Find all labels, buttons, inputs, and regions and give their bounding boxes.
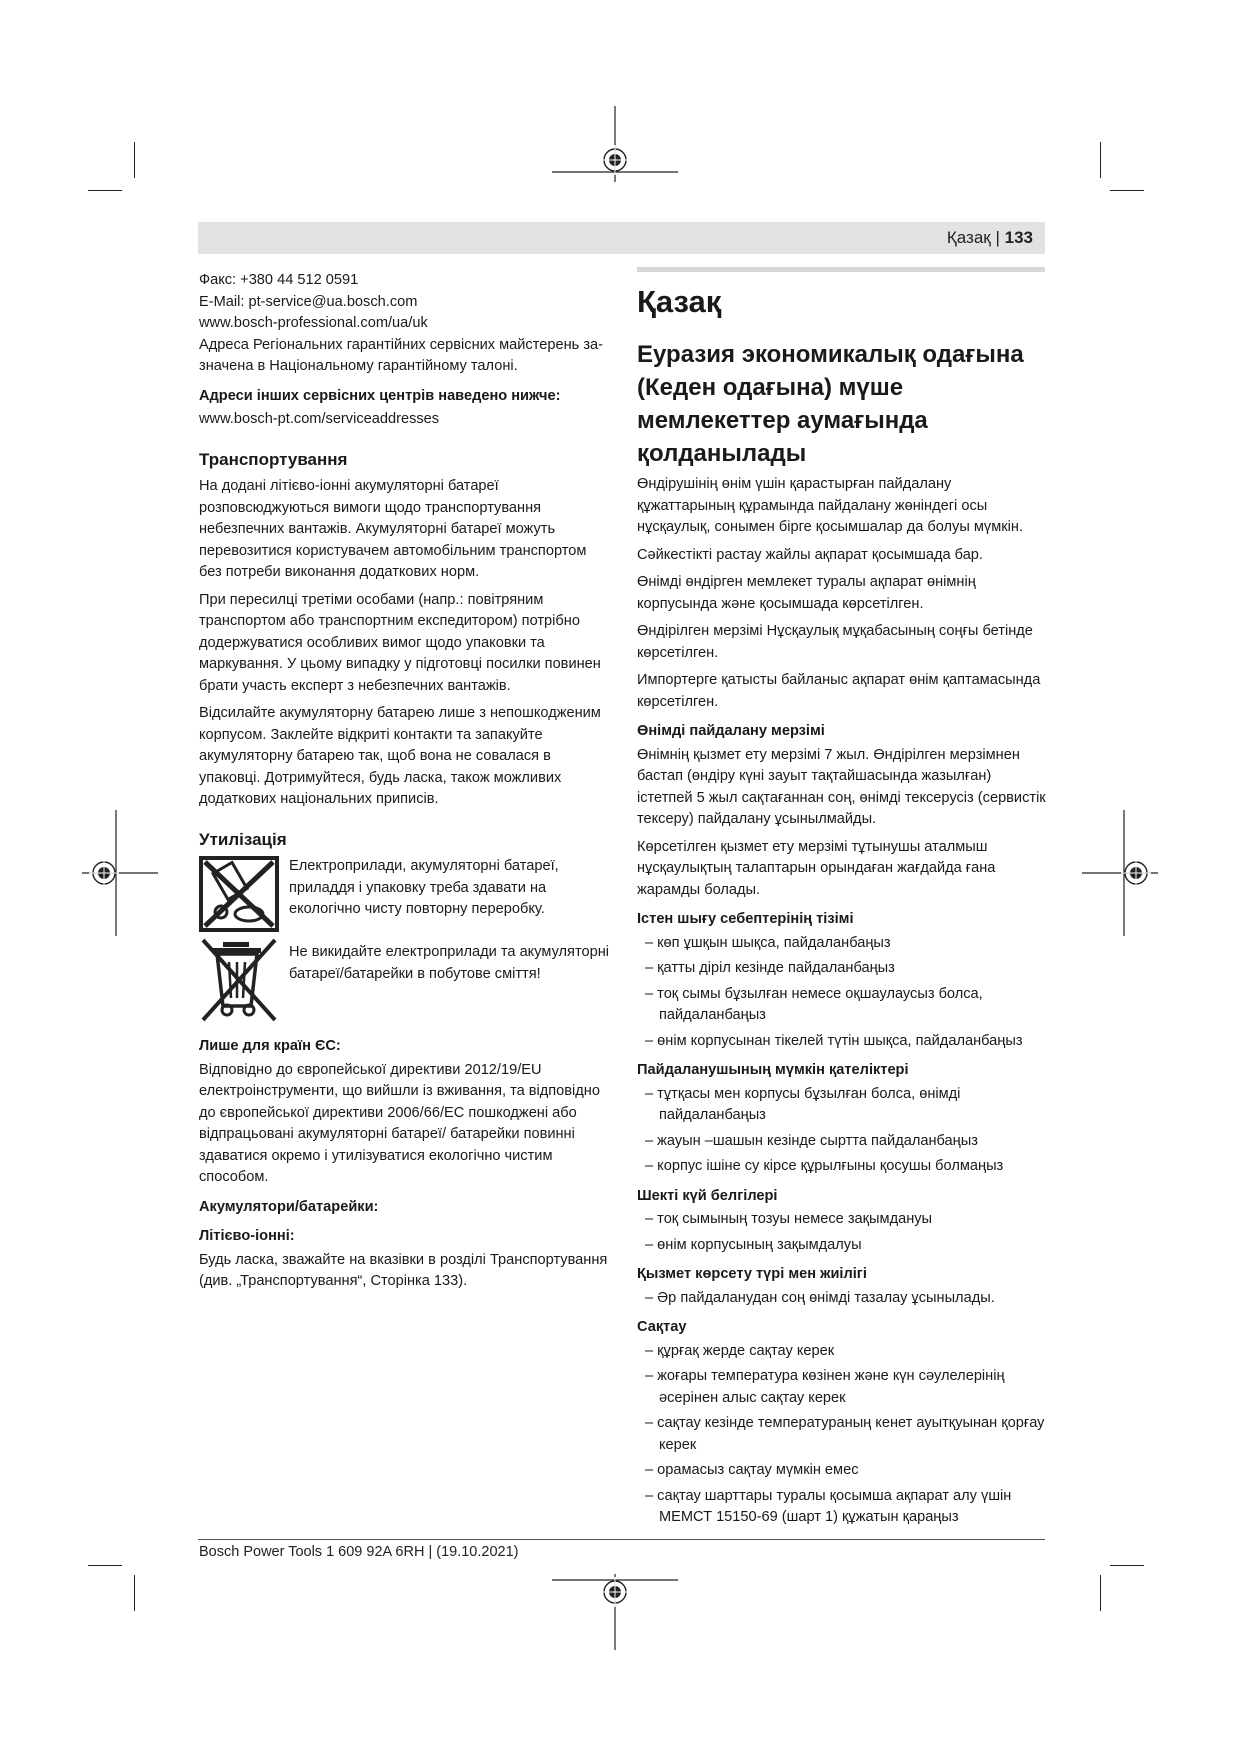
footer-text: Bosch Power Tools 1 609 92A 6RH | (19.10.2021) <box>199 1544 519 1560</box>
liion-heading: Літієво-іонні: <box>199 1228 295 1244</box>
intro-paragraph: Өндірілген мерзімі Нұсқаулық мұқабасының соңғы бетінде көрсетілген. <box>637 623 1033 661</box>
storage-heading: Сақтау <box>637 1319 687 1335</box>
contact-regional-note: Адреса Регіональних гарантійних сервісних майстерень за- значена в Національному гарантійному талоні. <box>199 336 603 374</box>
liion-text: Будь ласка, зважайте на вказівки в розділі Транспортування (див. „Транспортування“, Сторінка 133). <box>199 1251 608 1289</box>
lifetime-heading: Өнімді пайдалану мерзімі <box>637 723 825 739</box>
contact-fax: Факс: +380 44 512 0591 <box>199 272 359 288</box>
list-item: – сақтау шарттары туралы қосымша ақпарат алу үшін МЕМСТ 15150-69 (шарт 1) құжатын қараңыз <box>637 1486 1047 1529</box>
list-item: – жауын –шашын кезінде сыртта пайдаланбаңыз <box>637 1131 1047 1153</box>
lifetime-paragraph: Көрсетілген қызмет ету мерзімі тұтынушы аталмыш нұсқаулықтың талаптарын орындаған жағдайда ғана жарамды болады. <box>637 838 996 898</box>
list-item: – жоғары температура көзінен және күн сәулелерінің әсерінен алыс сақтау керек <box>637 1366 1047 1409</box>
disposal-heading: Утилізація <box>199 829 287 849</box>
disposal-text-household: Не викидайте електроприлади та акумуляторні батареї/батарейки в побутове сміття! <box>289 944 610 982</box>
list-item: – өнім корпусынан тікелей түтін шықса, пайдаланбаңыз <box>637 1031 1047 1053</box>
intro-paragraph: Импортерге қатысты байланыс ақпарат өнім қаптамасында көрсетілген. <box>637 672 1041 710</box>
eu-text: Відповідно до європейської директиви 2012/19/EU електроінструменти, що вийшли із вживання, та відповідно до європейської директиви 2006/66/EC пошкоджені або відпрацьовані акумуляторні батареї/ батарейки повинні здаватися окремо і утилізуватися екологічно чистим способом. <box>199 1061 600 1185</box>
list-item: – тоқ сымы бұзылған немесе оқшаулаусыз болса, пайдаланбаңыз <box>637 984 1047 1027</box>
list-item: – көп ұшқын шықса, пайдаланбаңыз <box>637 933 1047 955</box>
crossed-wheelie-bin-icon <box>199 936 279 1022</box>
service-heading: Адреси інших сервісних центрів наведено нижче: <box>199 387 561 404</box>
eu-heading: Лише для країн ЄС: <box>199 1038 341 1054</box>
lifetime-paragraph: Өнімнің қызмет ету мерзімі 7 жыл. Өндірілген мерзімнен бастап (өндіру күні зауыт тақтайшасында жазылған) істетпей 5 жыл сақтағаннан соң, өнімді тексерусіз (сервистік тексеру) пайдалану ұсынылмайды. <box>637 746 1046 827</box>
intro-paragraph: Өндірушінің өнім үшін қарастырған пайдалану құжаттарының құрамында пайдалану жөніндегі осы нұсқаулық, сонымен бірге қосымшалар да болуы мүмкін. <box>637 476 1023 535</box>
page-number: 133 <box>1004 228 1033 247</box>
batteries-heading: Акумулятори/батарейки: <box>199 1198 379 1215</box>
list-item: – сақтау кезінде температураның кенет ауытқуынан қорғау керек <box>637 1413 1047 1456</box>
language-title: Қазақ <box>637 284 722 319</box>
contact-email: E-Mail: pt-service@ua.bosch.com <box>199 293 418 310</box>
main-title: Еуразия экономикалық одағына (Кеден одағына) мүше мемлекеттер аумағында қолданылады <box>637 341 1024 467</box>
right-column <box>637 268 1047 1533</box>
transport-heading: Транспортування <box>199 449 348 469</box>
errors-list <box>637 1084 1047 1178</box>
errors-heading: Пайдаланушының мүмкін қателіктері <box>637 1062 909 1078</box>
header-label: Қазақ | 133 <box>946 228 1033 247</box>
intro-paragraph: Сәйкестікті растау жайлы ақпарат қосымшада бар. <box>637 546 983 563</box>
service-list <box>637 1288 1047 1310</box>
registration-mark-bottom <box>550 1572 680 1652</box>
list-item: – тоқ сымының тозуы немесе зақымдануы <box>637 1209 1047 1231</box>
recycling-packaging-icon <box>199 856 279 932</box>
list-item: – құрғақ жерде сақтау керек <box>637 1341 1047 1363</box>
left-column <box>199 270 609 1299</box>
registration-mark-left <box>80 808 160 938</box>
contact-website: www.bosch-professional.com/ua/uk <box>199 315 428 331</box>
storage-list <box>637 1341 1047 1529</box>
registration-mark-top <box>550 104 680 184</box>
failure-list <box>637 933 1047 1053</box>
transport-paragraph: При пересилці третіми особами (напр.: повітряним транспортом або транспортним експедитором) потрібно додержуватися особливих вимог щодо упаковки та маркування. У цьому випадку у підготовці посилки повинен брати участь експерт з небезпечних вантажів. <box>199 591 601 694</box>
intro-paragraph: Өнімді өндірген мемлекет туралы ақпарат өнімнің корпусында және қосымшада көрсетілген. <box>637 574 976 612</box>
header-section: Қазақ <box>946 228 991 247</box>
limit-heading: Шекті күй белгілері <box>637 1187 778 1204</box>
service-type-heading: Қызмет көрсету түрі мен жиілігі <box>637 1266 867 1282</box>
disposal-text-recycle: Електроприлади, акумуляторні батареї, приладдя і упаковку треба здавати на екологічно чисту повторну переробку. <box>289 858 559 917</box>
registration-mark-right <box>1080 808 1160 938</box>
page-header <box>198 222 1045 254</box>
list-item: – тұтқасы мен корпусы бұзылған болса, өнімді пайдаланбаңыз <box>637 1084 1047 1127</box>
list-item: – қатты діріл кезінде пайдаланбаңыз <box>637 958 1047 980</box>
list-item: – Әр пайдаланудан соң өнімді тазалау ұсынылады. <box>637 1288 1047 1310</box>
list-item: – орамасыз сақтау мүмкін емес <box>637 1460 1047 1482</box>
list-item: – корпус ішіне су кірсе құрылғыны қосушы болмаңыз <box>637 1156 1047 1178</box>
weee-row <box>199 936 609 1022</box>
failure-heading: Істен шығу себептерінің тізімі <box>637 911 854 927</box>
footer-rule <box>198 1539 1045 1540</box>
transport-paragraph: Відсилайте акумуляторну батарею лише з непошкодженим корпусом. Заклейте відкриті контакти та запакуйте акумуляторну батарею так, щоб вона не совалася в упаковці. Дотримуйтеся, будь ласка, також можливих додаткових національних приписів. <box>199 705 601 807</box>
list-item: – өнім корпусының зақымдалуы <box>637 1235 1047 1257</box>
recycling-row <box>199 856 609 932</box>
service-url: www.bosch-pt.com/serviceaddresses <box>199 411 440 427</box>
limit-list <box>637 1209 1047 1256</box>
transport-paragraph: На додані літієво-іонні акумуляторні батареї розповсюджуються вимоги щодо транспортування небезпечних вантажів. Акумуляторні батареї можуть перевозитися користувачем автомобільним транспортом без потреби виконання додаткових норм. <box>199 478 587 580</box>
